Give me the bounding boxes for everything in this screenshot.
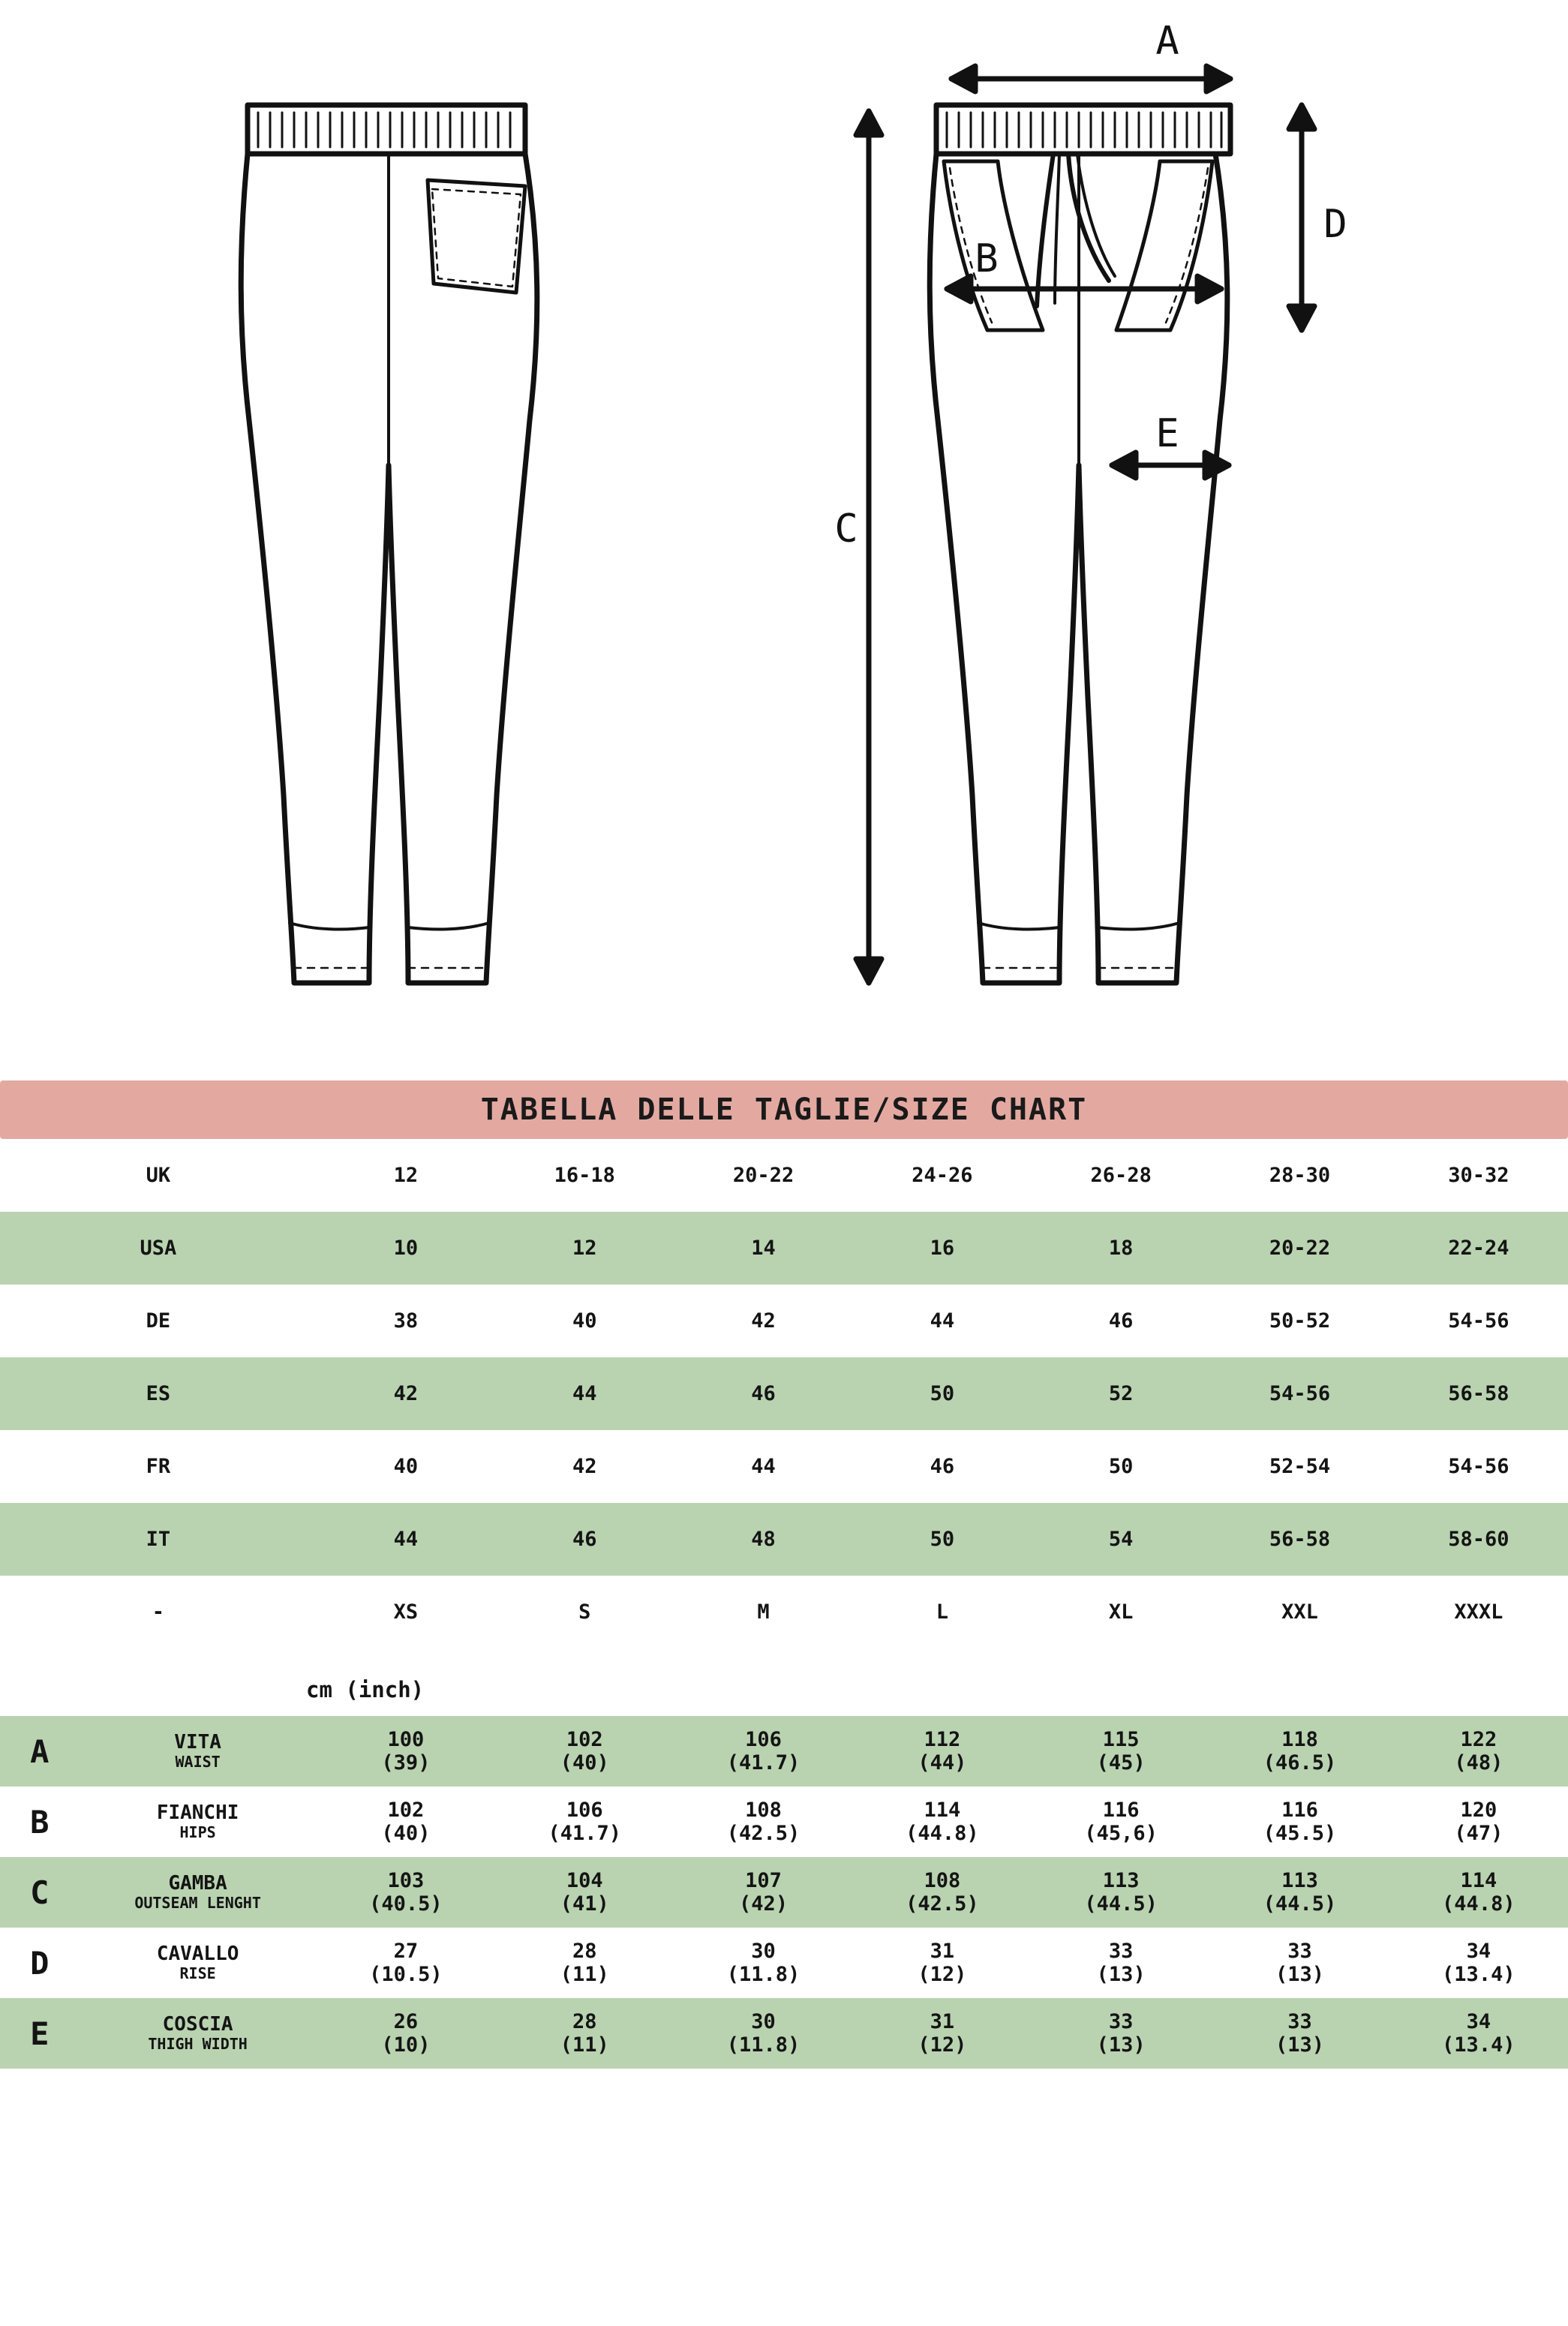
measure-name [79,1857,316,1928]
cell [1032,1998,1210,2069]
cell: 50 [853,1357,1032,1430]
measure-key: E [0,1998,79,2069]
cell-inch: (42.5) [906,1892,979,1916]
cell: 42 [317,1357,495,1430]
row-label: ES [0,1357,317,1430]
cell: 44 [317,1503,495,1576]
cell: XXL [1210,1576,1389,1648]
cell-inch: (41) [560,1892,609,1916]
cell: 50 [1032,1430,1210,1503]
measure-key: D [0,1928,79,1998]
measure-name-it: FIANCHI [156,1801,239,1824]
cell-inch: (48) [1454,1751,1503,1775]
cell [1032,1787,1210,1857]
cell-cm: 120 [1460,1798,1497,1822]
cell [317,1857,495,1928]
measure-name [79,1787,316,1857]
table-row [0,1285,1568,1357]
cell: 44 [495,1357,674,1430]
cell-cm: 33 [1108,1939,1134,1963]
cell-cm: 106 [745,1727,782,1751]
measure-name-en: RISE [179,1964,216,1983]
cell [495,1716,674,1787]
cell-cm: 102 [566,1727,603,1751]
cell: 20-22 [674,1139,852,1212]
cell: 54-56 [1389,1430,1568,1503]
measure-key: B [0,1787,79,1857]
cell [674,1928,852,1998]
table-row [0,1576,1568,1648]
table-row [0,1928,1568,1998]
cell: 42 [495,1430,674,1503]
row-label: - [0,1576,317,1648]
cell-inch: (44.8) [1442,1892,1515,1916]
cell-inch: (42) [739,1892,789,1916]
cell [317,1928,495,1998]
cell [853,1998,1032,2069]
cell: 22-24 [1389,1212,1568,1285]
cell-inch: (47) [1454,1822,1503,1845]
cell: 56-58 [1210,1503,1389,1576]
cell: 44 [674,1430,852,1503]
table-row [0,1212,1568,1285]
cell-inch: (44) [918,1751,967,1775]
cell-cm: 113 [1102,1868,1140,1892]
cell-cm: 28 [572,1939,597,1963]
cell [674,1998,852,2069]
cell: 12 [317,1139,495,1212]
cell-cm: 106 [566,1798,603,1822]
cell-inch: (13) [1096,1963,1146,1986]
cell-cm: 33 [1287,2009,1312,2033]
table-row [0,1716,1568,1787]
cell-cm: 108 [924,1868,961,1892]
cell-cm: 31 [930,1939,955,1963]
row-label: DE [0,1285,317,1357]
row-label: USA [0,1212,317,1285]
cell: 38 [317,1285,495,1357]
cell-cm: 116 [1281,1798,1318,1822]
cell [495,1928,674,1998]
cell: 46 [853,1430,1032,1503]
cell [1389,1998,1568,2069]
cell [674,1857,852,1928]
cell-cm: 27 [393,1939,419,1963]
cell [1389,1716,1568,1787]
cell-inch: (13.4) [1442,2033,1515,2057]
cell-inch: (10) [381,2033,431,2057]
cell-inch: (44.8) [906,1822,979,1845]
cell-inch: (12) [918,1963,967,1986]
cell-cm: 116 [1102,1798,1140,1822]
back-view-pants [241,105,537,983]
table-row [0,1430,1568,1503]
cell: M [674,1576,852,1648]
cell: 58-60 [1389,1503,1568,1576]
cell: 48 [674,1503,852,1576]
measure-name-en: HIPS [179,1823,216,1842]
cell: S [495,1576,674,1648]
cell [853,1716,1032,1787]
cell [1389,1857,1568,1928]
cell-cm: 113 [1281,1868,1318,1892]
cell: 44 [853,1285,1032,1357]
cell [317,1787,495,1857]
cell: 52 [1032,1357,1210,1430]
cell: 50-52 [1210,1285,1389,1357]
cell-inch: (42.5) [726,1822,801,1845]
cell-cm: 112 [924,1727,961,1751]
cell: 18 [1032,1212,1210,1285]
cell-cm: 30 [751,2009,776,2033]
label-a: A [1155,19,1179,64]
cell [853,1857,1032,1928]
cell-inch: (44.5) [1084,1892,1158,1916]
cell-inch: (13) [1096,2033,1146,2057]
cell-inch: (45.5) [1263,1822,1337,1845]
garment-illustration [0,0,1568,1073]
cell: 54 [1032,1503,1210,1576]
label-b: B [975,236,999,281]
measure-name-en: THIGH WIDTH [148,2035,248,2054]
cell: 54-56 [1210,1357,1389,1430]
cell-inch: (45) [1096,1751,1146,1775]
cell-inch: (11.8) [726,2033,801,2057]
cell [1032,1928,1210,1998]
cell-cm: 122 [1460,1727,1497,1751]
chart-title-band [0,1080,1568,1139]
cell: 12 [495,1212,674,1285]
cell: L [853,1576,1032,1648]
cell: XS [317,1576,495,1648]
cell-cm: 26 [393,2009,419,2033]
cell: XL [1032,1576,1210,1648]
measure-name-en: WAIST [175,1753,221,1772]
cell: 46 [674,1357,852,1430]
cell-cm: 31 [930,2009,955,2033]
table-row [0,1787,1568,1857]
cell [1210,1857,1389,1928]
cell [317,1716,495,1787]
label-e: E [1155,411,1179,456]
cell: XXXL [1389,1576,1568,1648]
table-row [0,1857,1568,1928]
cell: 24-26 [853,1139,1032,1212]
cell-inch: (41.7) [548,1822,622,1845]
measurements-table [0,1716,1568,2069]
cell: 28-30 [1210,1139,1389,1212]
cell [317,1998,495,2069]
international-sizes-table [0,1139,1568,1648]
cell [495,1787,674,1857]
cell: 20-22 [1210,1212,1389,1285]
cell-inch: (10.5) [369,1963,443,1986]
cell-cm: 104 [566,1868,603,1892]
table-row [0,1503,1568,1576]
cell-inch: (13.4) [1442,1963,1515,1986]
cell-inch: (41.7) [726,1751,801,1775]
cell [495,1857,674,1928]
cell-inch: (13) [1275,2033,1325,2057]
cell: 54-56 [1389,1285,1568,1357]
cell-inch: (12) [918,2033,967,2057]
table-row [0,1139,1568,1212]
cell-cm: 33 [1287,1939,1312,1963]
cell-cm: 28 [572,2009,597,2033]
cell: 16 [853,1212,1032,1285]
cell: 30-32 [1389,1139,1568,1212]
cell: 50 [853,1503,1032,1576]
cell-inch: (39) [381,1751,431,1775]
cell: 46 [1032,1285,1210,1357]
measure-key: C [0,1857,79,1928]
label-c: C [834,506,858,551]
cell-cm: 108 [745,1798,782,1822]
cell-cm: 114 [1460,1868,1497,1892]
cell-cm: 107 [745,1868,782,1892]
cell [674,1716,852,1787]
cell [853,1928,1032,1998]
cell-inch: (40) [560,1751,609,1775]
cell: 42 [674,1285,852,1357]
cell-cm: 103 [387,1868,425,1892]
cell-cm: 100 [387,1727,425,1751]
cell: 16-18 [495,1139,674,1212]
cell [1032,1716,1210,1787]
measure-name-en: OUTSEAM LENGHT [134,1894,261,1913]
table-row [0,1357,1568,1430]
cell: 52-54 [1210,1430,1389,1503]
cell-inch: (11.8) [726,1963,801,1986]
measure-name [79,1716,316,1787]
cell: 40 [495,1285,674,1357]
measure-name-it: GAMBA [168,1871,227,1895]
measure-name [79,1998,316,2069]
cell-cm: 114 [924,1798,961,1822]
cell [1389,1928,1568,1998]
cell [1389,1787,1568,1857]
row-label: UK [0,1139,317,1212]
measure-name-it: COSCIA [162,2012,233,2036]
cell-inch: (45,6) [1084,1822,1158,1845]
cell: 46 [495,1503,674,1576]
measure-name [79,1928,316,1998]
table-row [0,1998,1568,2069]
cell-inch: (44.5) [1263,1892,1337,1916]
cell [853,1787,1032,1857]
page-title: TABELLA DELLE TAGLIE/SIZE CHART [480,1092,1088,1127]
size-chart-table [0,1080,1568,2069]
measure-name-it: CAVALLO [156,1942,239,1965]
measure-key: A [0,1716,79,1787]
cell: 56-58 [1389,1357,1568,1430]
cell-inch: (40) [381,1822,431,1845]
cell [1210,1787,1389,1857]
cell-inch: (11) [560,1963,609,1986]
cell-cm: 30 [751,1939,776,1963]
measure-name-it: VITA [174,1730,221,1754]
cell-cm: 115 [1102,1727,1140,1751]
cell: 40 [317,1430,495,1503]
cell: 10 [317,1212,495,1285]
cell-inch: (46.5) [1263,1751,1337,1775]
cell-inch: (40.5) [369,1892,443,1916]
cell-inch: (13) [1275,1963,1325,1986]
label-d: D [1323,202,1347,247]
cell-cm: 102 [387,1798,425,1822]
unit-note: cm (inch) [306,1677,425,1702]
cell-cm: 34 [1466,2009,1491,2033]
row-label: IT [0,1503,317,1576]
cell-inch: (11) [560,2033,609,2057]
cell-cm: 34 [1466,1939,1491,1963]
cell-cm: 118 [1281,1727,1318,1751]
cell: 14 [674,1212,852,1285]
cell [674,1787,852,1857]
cell: 26-28 [1032,1139,1210,1212]
cell [1210,1998,1389,2069]
row-label: FR [0,1430,317,1503]
cell [1210,1716,1389,1787]
cell [1032,1857,1210,1928]
cell [495,1998,674,2069]
cell [1210,1928,1389,1998]
cell-cm: 33 [1108,2009,1134,2033]
